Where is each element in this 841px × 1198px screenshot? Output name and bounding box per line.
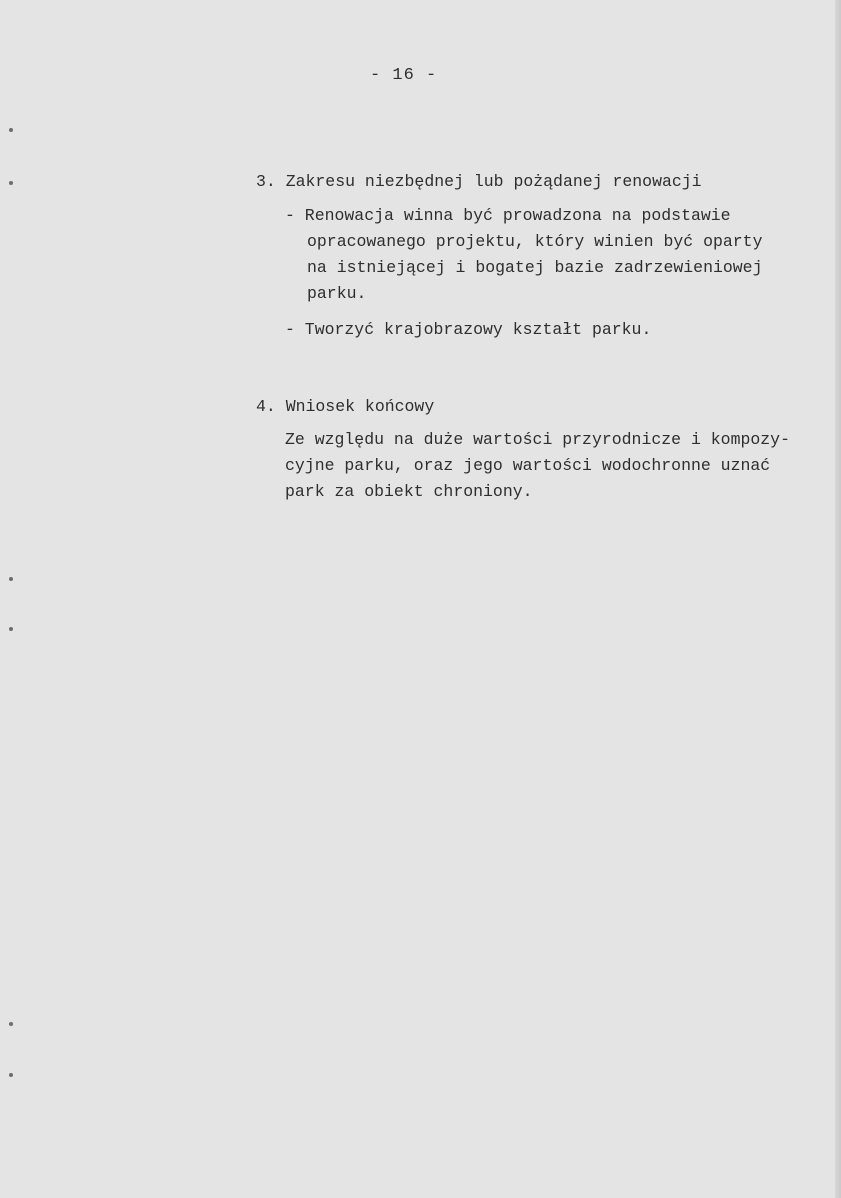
bullet-2-line-1: - Tworzyć krajobrazowy kształt parku. — [285, 320, 652, 339]
bullet-1-line-1: - Renowacja winna być prowadzona na podstawie — [285, 206, 731, 225]
conclusion-line-1: Ze względu na duże wartości przyrodnicze i kompozy- — [285, 430, 790, 449]
bullet-1-line-3: na istniejącej i bogatej bazie zadrzewieniowej — [307, 258, 763, 277]
punch-hole — [9, 627, 13, 631]
punch-hole — [9, 181, 13, 185]
page-number: - 16 - — [370, 66, 438, 85]
punch-hole — [9, 577, 13, 581]
page-edge — [835, 0, 841, 1198]
bullet-1-line-2: opracowanego projektu, który winien być oparty — [307, 232, 763, 251]
punch-hole — [9, 128, 13, 132]
bullet-1-line-4: parku. — [307, 284, 367, 303]
conclusion-line-3: park za obiekt chroniony. — [285, 482, 533, 501]
section-4-heading: 4. Wniosek końcowy — [256, 397, 435, 416]
section-3-heading: 3. Zakresu niezbędnej lub pożądanej renowacji — [256, 172, 702, 191]
punch-hole — [9, 1022, 13, 1026]
punch-hole — [9, 1073, 13, 1077]
conclusion-line-2: cyjne parku, oraz jego wartości wodochronne uznać — [285, 456, 771, 475]
